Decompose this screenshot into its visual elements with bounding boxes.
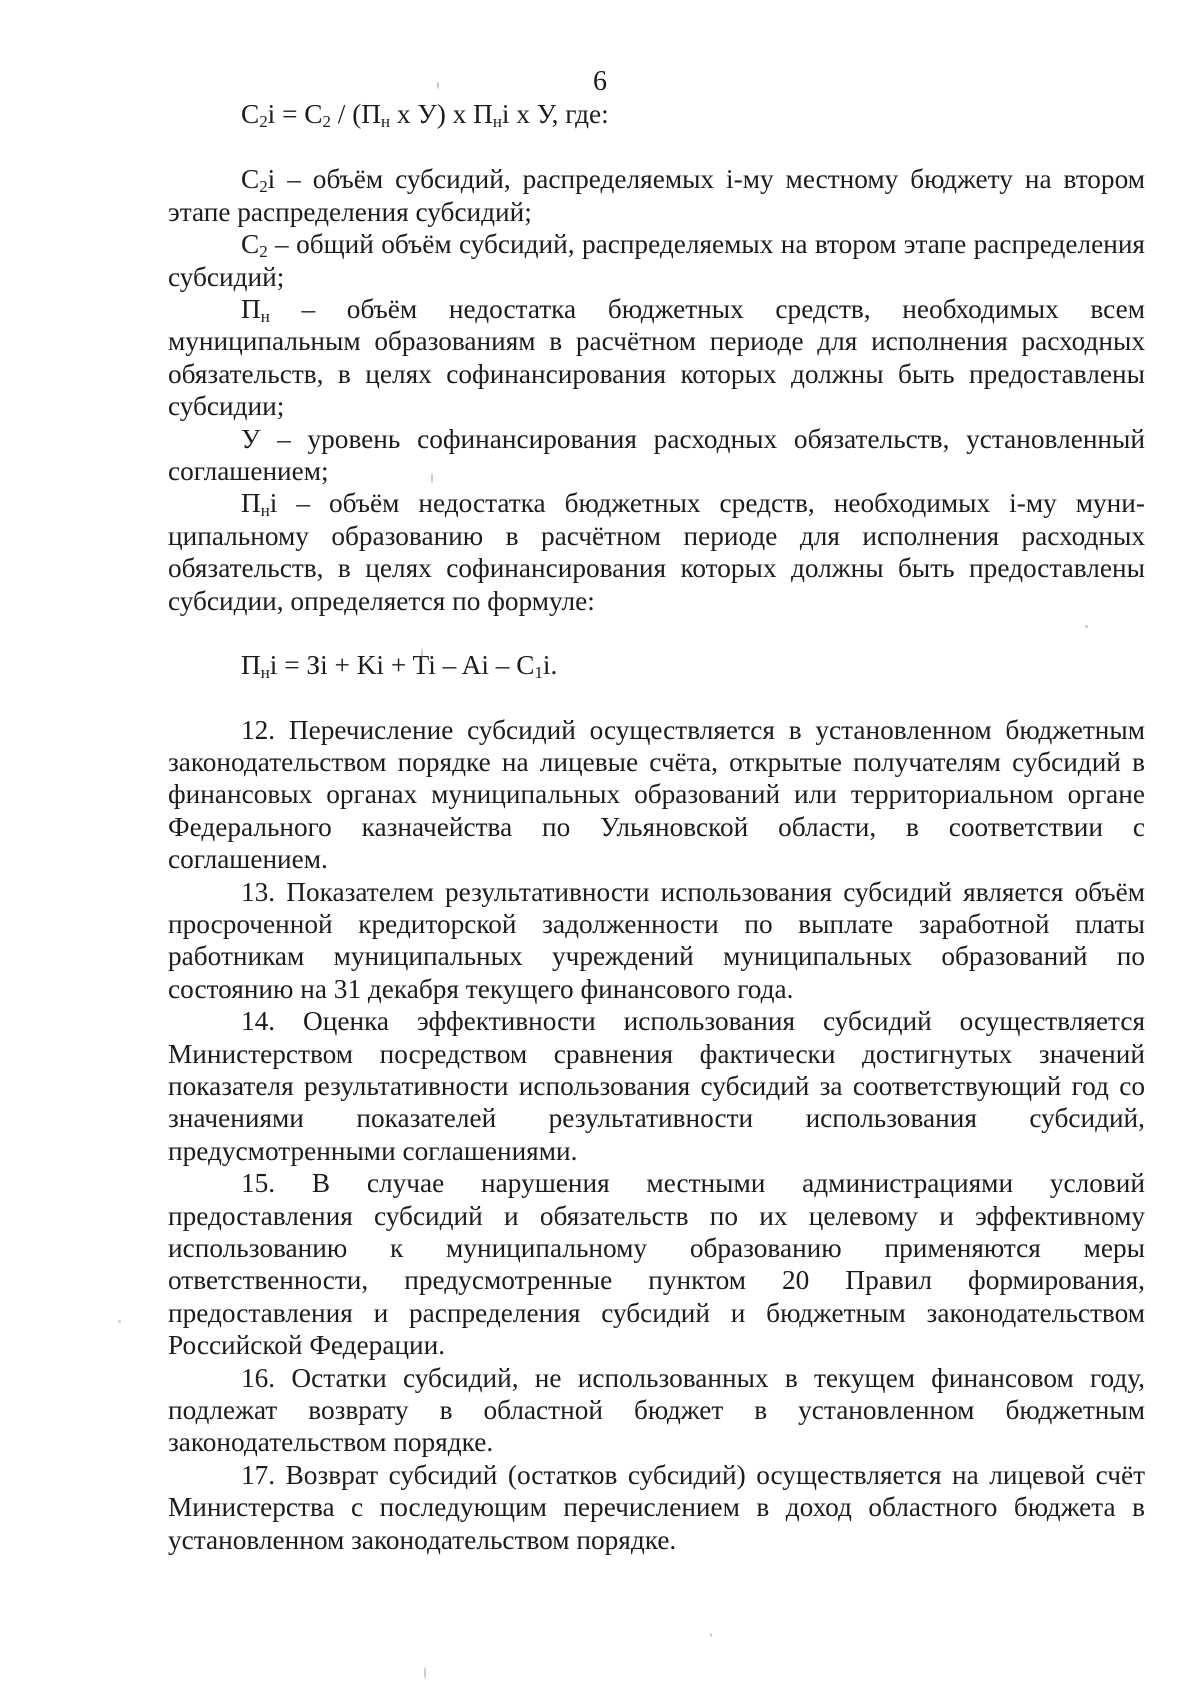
paragraph-12: 12. Перечисление субсидий осуществляется в установленном бюджетным законодательством порядке на лицевые счёта, открытые получателям субсидий в финансовых органах муниципальных образований или территориальном органе Федерального казначейства по Ульяновской области, в соответствии с соглашением. — [168, 714, 1145, 875]
scan-speck — [1085, 625, 1088, 628]
formula-pni: $П_нi$ = Зi + $Ki + Ti - Ai - C_1i$. — [241, 650, 558, 683]
definition-pni: $П_нi$ – объём недостатка бюджетных средств, необходимых i-му муниципальному образованию в расчётном периоде для исполнения расходных обязательств, в целях софинансирования которых должны быть предоставлены субсидии, определяется по формуле: — [168, 488, 1145, 616]
scan-speck — [431, 473, 433, 483]
paragraph-17: 17. Возврат субсидий (остатков субсидий) осуществляется на лицевой счёт Министерства с последующим перечислением в доход областного бюджета в установленном законодательством порядке. — [168, 1459, 1145, 1555]
scan-speck — [424, 1667, 426, 1679]
scan-speck — [437, 82, 439, 89]
scan-speck — [1110, 1225, 1113, 1228]
scan-speck — [710, 1633, 712, 1637]
paragraph-16: 16. Остатки субсидий, не использованных в текущем финансовом году, подлежат возврату в областной бюджет в установленном бюджетным законодательством порядке. — [168, 1362, 1145, 1458]
scan-speck — [421, 648, 423, 660]
paragraph-14: 14. Оценка эффективности использования субсидий осуществляется Министерством посредством сравнения фактически достигнутых значений показателя результативности использования субсидий за соответствующий год со значениями показателей результативности использования субсидий, предусмотренными соглашениями. — [168, 1006, 1145, 1166]
scan-speck — [118, 1320, 121, 1323]
definition-c2: $C_2$ – общий объём субсидий, распределяемых на втором этапе распределения субсидий; — [168, 229, 1145, 292]
document-body — [168, 98, 1145, 1556]
paragraph-15: 15. В случае нарушения местными администрациями условий предоставления субсидий и обязательств по их целевому и эффективному использованию к муниципальному образованию применяются меры ответственности, предусмотренные пунктом 20 Правил формирования, предоставления и распределения субсидий и бюджетным законодательством Российской Федерации. — [168, 1168, 1145, 1361]
paragraph-13: 13. Показателем результативности использования субсидий является объём просроченной кредиторской задолженности по выплате заработной платы работникам муниципальных учреждений муниципальных образований по состоянию на 31 декабря текущего финансового года. — [168, 876, 1145, 1004]
page-number: 6 — [593, 66, 607, 97]
definition-u: У – уровень софинансирования расходных обязательств, установленный соглашением; — [168, 423, 1145, 487]
definition-pn: $П_н$ – объём недостатка бюджетных средств, необходимых всем муниципальным образованиям в расчётном периоде для исполнения расходных обязательств, в целях софинансирования которых должны быть предоставлены субсидии; — [168, 294, 1145, 422]
formula-c2i: $C_2i = C_2 / (П_н$ х У) х $П_нi$ х У, где: — [241, 99, 609, 132]
definition-c2i: $C_2i$ – объём субсидий, распределяемых i-му местному бюджету на втором этапе распределения субсидий; — [168, 164, 1145, 227]
